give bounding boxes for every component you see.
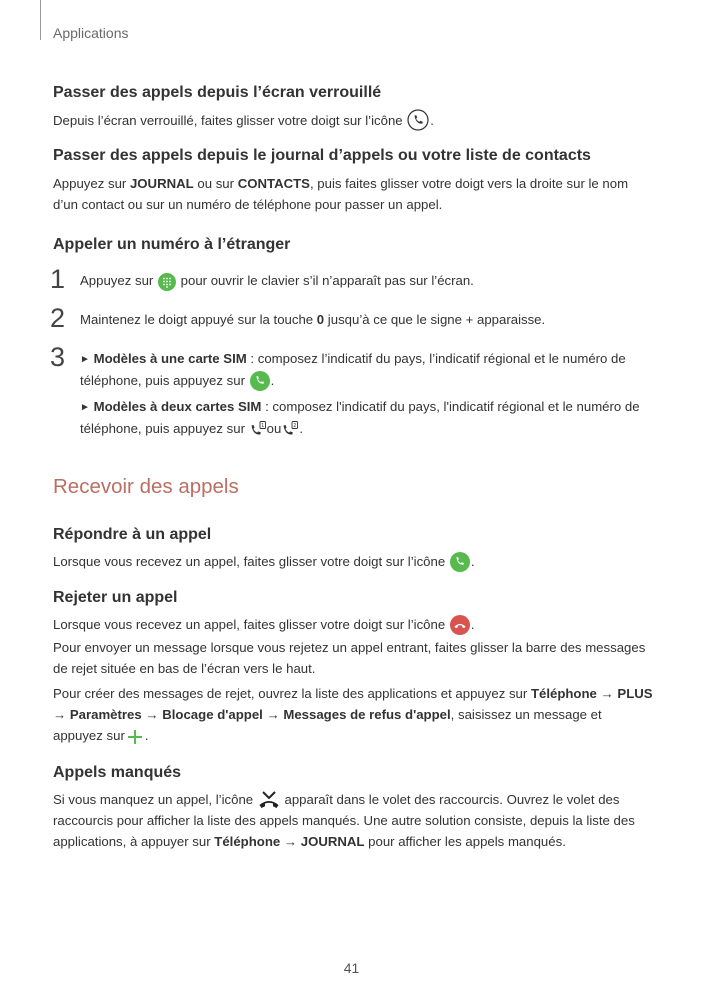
- missed-call-icon: [258, 790, 280, 810]
- page-number: 41: [343, 960, 360, 976]
- step-3: [50, 342, 653, 439]
- phone-outline-icon: [407, 109, 429, 131]
- step-2: 2 Maintenez le doigt appuyé sur la touche 0 jusqu’à ce que le signe + apparaisse.: [50, 303, 546, 333]
- paragraph-missed: Si vous manquez un appel, l’icône apparaît dans le volet des raccourcis. Ouvrez le volet des raccourcis pour afficher la liste des appels manqués. Une autre solution consiste, depuis la liste des applications, à appuyer sur Téléphone → JOURNAL pour afficher les appels manqués.: [53, 792, 635, 849]
- section-header: Applications: [53, 25, 129, 41]
- paragraph-reject-messages: Pour envoyer un message lorsque vous rejetez un appel entrant, faites glisser la barre des messages de rejet située en bas de l’écran vers le haut.: [53, 640, 646, 676]
- page-content: [50, 78, 653, 852]
- step-number: 2: [50, 303, 66, 333]
- heading-lock-screen: Passer des appels depuis l’écran verrouillé: [53, 84, 382, 101]
- section-title-receive: Recevoir des appels: [53, 475, 239, 498]
- call-sim2-icon: [282, 421, 298, 439]
- paragraph-answer: Lorsque vous recevez un appel, faites glisser votre doigt sur l’icône .: [53, 551, 653, 572]
- step-number: 1: [50, 264, 66, 294]
- step-number: 3: [50, 342, 66, 372]
- step-1: 1 Appuyez sur pour ouvrir le clavier s’il n’apparaît pas sur l’écran.: [50, 264, 474, 294]
- heading-international: Appeler un numéro à l’étranger: [53, 236, 291, 253]
- svg-text:1: 1: [260, 423, 264, 429]
- call-green-icon: [250, 371, 270, 391]
- keypad-icon: [158, 273, 176, 291]
- reject-call-icon: [450, 615, 470, 635]
- dual-sim-instruction: ► Modèles à deux cartes SIM : composez l'indicatif du pays, l'indicatif régional et le numéro de téléphone, puis appuyez sur 1 ou 2 .: [80, 396, 653, 439]
- paragraph-reject: Lorsque vous recevez un appel, faites glisser votre doigt sur l’icône .: [53, 614, 653, 635]
- add-icon: [126, 728, 144, 746]
- paragraph-lock-screen: Depuis l’écran verrouillé, faites glisser votre doigt sur l’icône .: [53, 109, 653, 131]
- heading-reject: Rejeter un appel: [53, 589, 178, 606]
- svg-text:2: 2: [293, 423, 297, 429]
- paragraph-logs-contacts: Appuyez sur JOURNAL ou sur CONTACTS, puis faites glisser votre doigt vers la droite sur le nom d’un contact ou sur un numéro de téléphone pour passer un appel.: [53, 176, 629, 212]
- header-divider: [40, 0, 41, 40]
- single-sim-instruction: ► Modèles à une carte SIM : composez l’indicatif du pays, l’indicatif régional et le numéro de téléphone, puis appuyez sur .: [80, 348, 653, 391]
- answer-call-icon: [450, 552, 470, 572]
- heading-answer: Répondre à un appel: [53, 526, 212, 543]
- call-sim1-icon: [250, 421, 266, 439]
- heading-missed: Appels manqués: [53, 764, 182, 781]
- heading-logs-contacts: Passer des appels depuis le journal d’appels ou votre liste de contacts: [53, 147, 591, 164]
- paragraph-reject-create: Pour créer des messages de rejet, ouvrez la liste des applications et appuyez sur Téléphone → PLUS → Paramètres → Blocage d'appel → Messages de refus d'appel, saisissez un message et appuyez sur .: [53, 683, 653, 746]
